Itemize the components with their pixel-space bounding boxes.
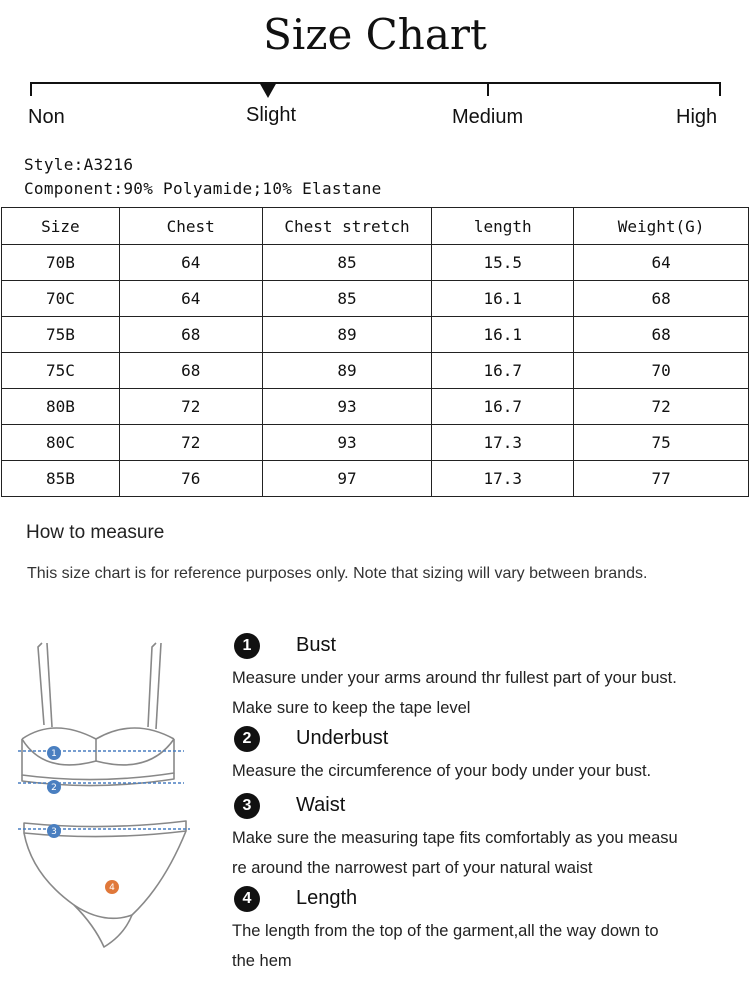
table-row [2, 461, 749, 497]
bra-and-brief-icon [14, 635, 214, 975]
step-description: Measure the circumference of your body under your bust. [232, 762, 652, 780]
stretch-scale-line [0, 70, 750, 110]
cell-chest-stretch: 93 [262, 425, 432, 461]
step-description: The length from the top of the garment,all the way down to the hem [232, 922, 659, 970]
cell-length: 17.3 [432, 425, 574, 461]
cell-chest: 68 [119, 353, 262, 389]
scale-label-medium: Medium [452, 106, 524, 128]
header-length: length [432, 208, 574, 245]
step-bust [232, 633, 732, 723]
cell-chest-stretch: 93 [262, 389, 432, 425]
svg-text:2: 2 [51, 783, 57, 793]
step-description: Make sure the measuring tape fits comfortably as you measu re around the narrowest part of your natural waist [232, 829, 678, 877]
step-title: Length [296, 887, 358, 909]
step-title: Bust [296, 634, 337, 656]
table-row [2, 245, 749, 281]
cell-chest: 64 [119, 281, 262, 317]
table-row [2, 353, 749, 389]
cell-chest: 76 [119, 461, 262, 497]
scale-pointer-icon [259, 82, 277, 98]
cell-weight: 68 [574, 281, 749, 317]
cell-length: 16.7 [432, 353, 574, 389]
cell-size: 70B [2, 245, 120, 281]
step-number-icon: 4 [234, 886, 260, 912]
cell-chest-stretch: 89 [262, 353, 432, 389]
step-underbust [232, 726, 732, 786]
cell-chest-stretch: 97 [262, 461, 432, 497]
cell-weight: 72 [574, 389, 749, 425]
measurement-diagram [14, 635, 214, 980]
cell-chest: 68 [119, 317, 262, 353]
header-chest-stretch: Chest stretch [262, 208, 432, 245]
step-number-icon: 3 [234, 793, 260, 819]
scale-label-high: High [676, 106, 718, 128]
cell-length: 16.7 [432, 389, 574, 425]
size-table [1, 207, 749, 497]
cell-weight: 77 [574, 461, 749, 497]
step-description: Measure under your arms around thr fullest part of your bust. Make sure to keep the tape level [232, 669, 677, 717]
cell-length: 15.5 [432, 245, 574, 281]
step-number-icon: 1 [234, 633, 260, 659]
table-row [2, 425, 749, 461]
cell-length: 16.1 [432, 317, 574, 353]
cell-size: 75B [2, 317, 120, 353]
svg-text:1: 1 [51, 749, 57, 759]
cell-chest-stretch: 85 [262, 245, 432, 281]
cell-length: 17.3 [432, 461, 574, 497]
step-length [232, 886, 732, 976]
step-waist [232, 793, 732, 883]
table-row [2, 389, 749, 425]
cell-size: 85B [2, 461, 120, 497]
step-title: Underbust [296, 727, 389, 749]
scale-label-slight: Slight [246, 104, 297, 126]
cell-size: 70C [2, 281, 120, 317]
step-number-icon: 2 [234, 726, 260, 752]
step-title: Waist [296, 794, 346, 816]
header-size: Size [2, 208, 120, 245]
header-chest: Chest [119, 208, 262, 245]
cell-length: 16.1 [432, 281, 574, 317]
reference-note: This size chart is for reference purposes only. Note that sizing will vary between brands. [27, 565, 648, 582]
how-to-measure-heading: How to measure [26, 522, 165, 543]
scale-label-non: Non [28, 106, 65, 128]
stretch-scale [0, 70, 750, 140]
cell-chest-stretch: 85 [262, 281, 432, 317]
svg-text:3: 3 [51, 827, 57, 837]
header-weight: Weight(G) [574, 208, 749, 245]
cell-chest: 64 [119, 245, 262, 281]
component-line: Component:90% Polyamide;10% Elastane [24, 179, 382, 198]
cell-weight: 64 [574, 245, 749, 281]
page-title: Size Chart [263, 10, 487, 59]
cell-size: 75C [2, 353, 120, 389]
svg-text:4: 4 [109, 883, 115, 893]
cell-size: 80B [2, 389, 120, 425]
style-line: Style:A3216 [24, 155, 134, 174]
cell-chest: 72 [119, 425, 262, 461]
table-header-row [2, 208, 749, 245]
table-row [2, 281, 749, 317]
cell-size: 80C [2, 425, 120, 461]
cell-chest: 72 [119, 389, 262, 425]
cell-weight: 70 [574, 353, 749, 389]
cell-chest-stretch: 89 [262, 317, 432, 353]
cell-weight: 68 [574, 317, 749, 353]
cell-weight: 75 [574, 425, 749, 461]
table-row [2, 317, 749, 353]
